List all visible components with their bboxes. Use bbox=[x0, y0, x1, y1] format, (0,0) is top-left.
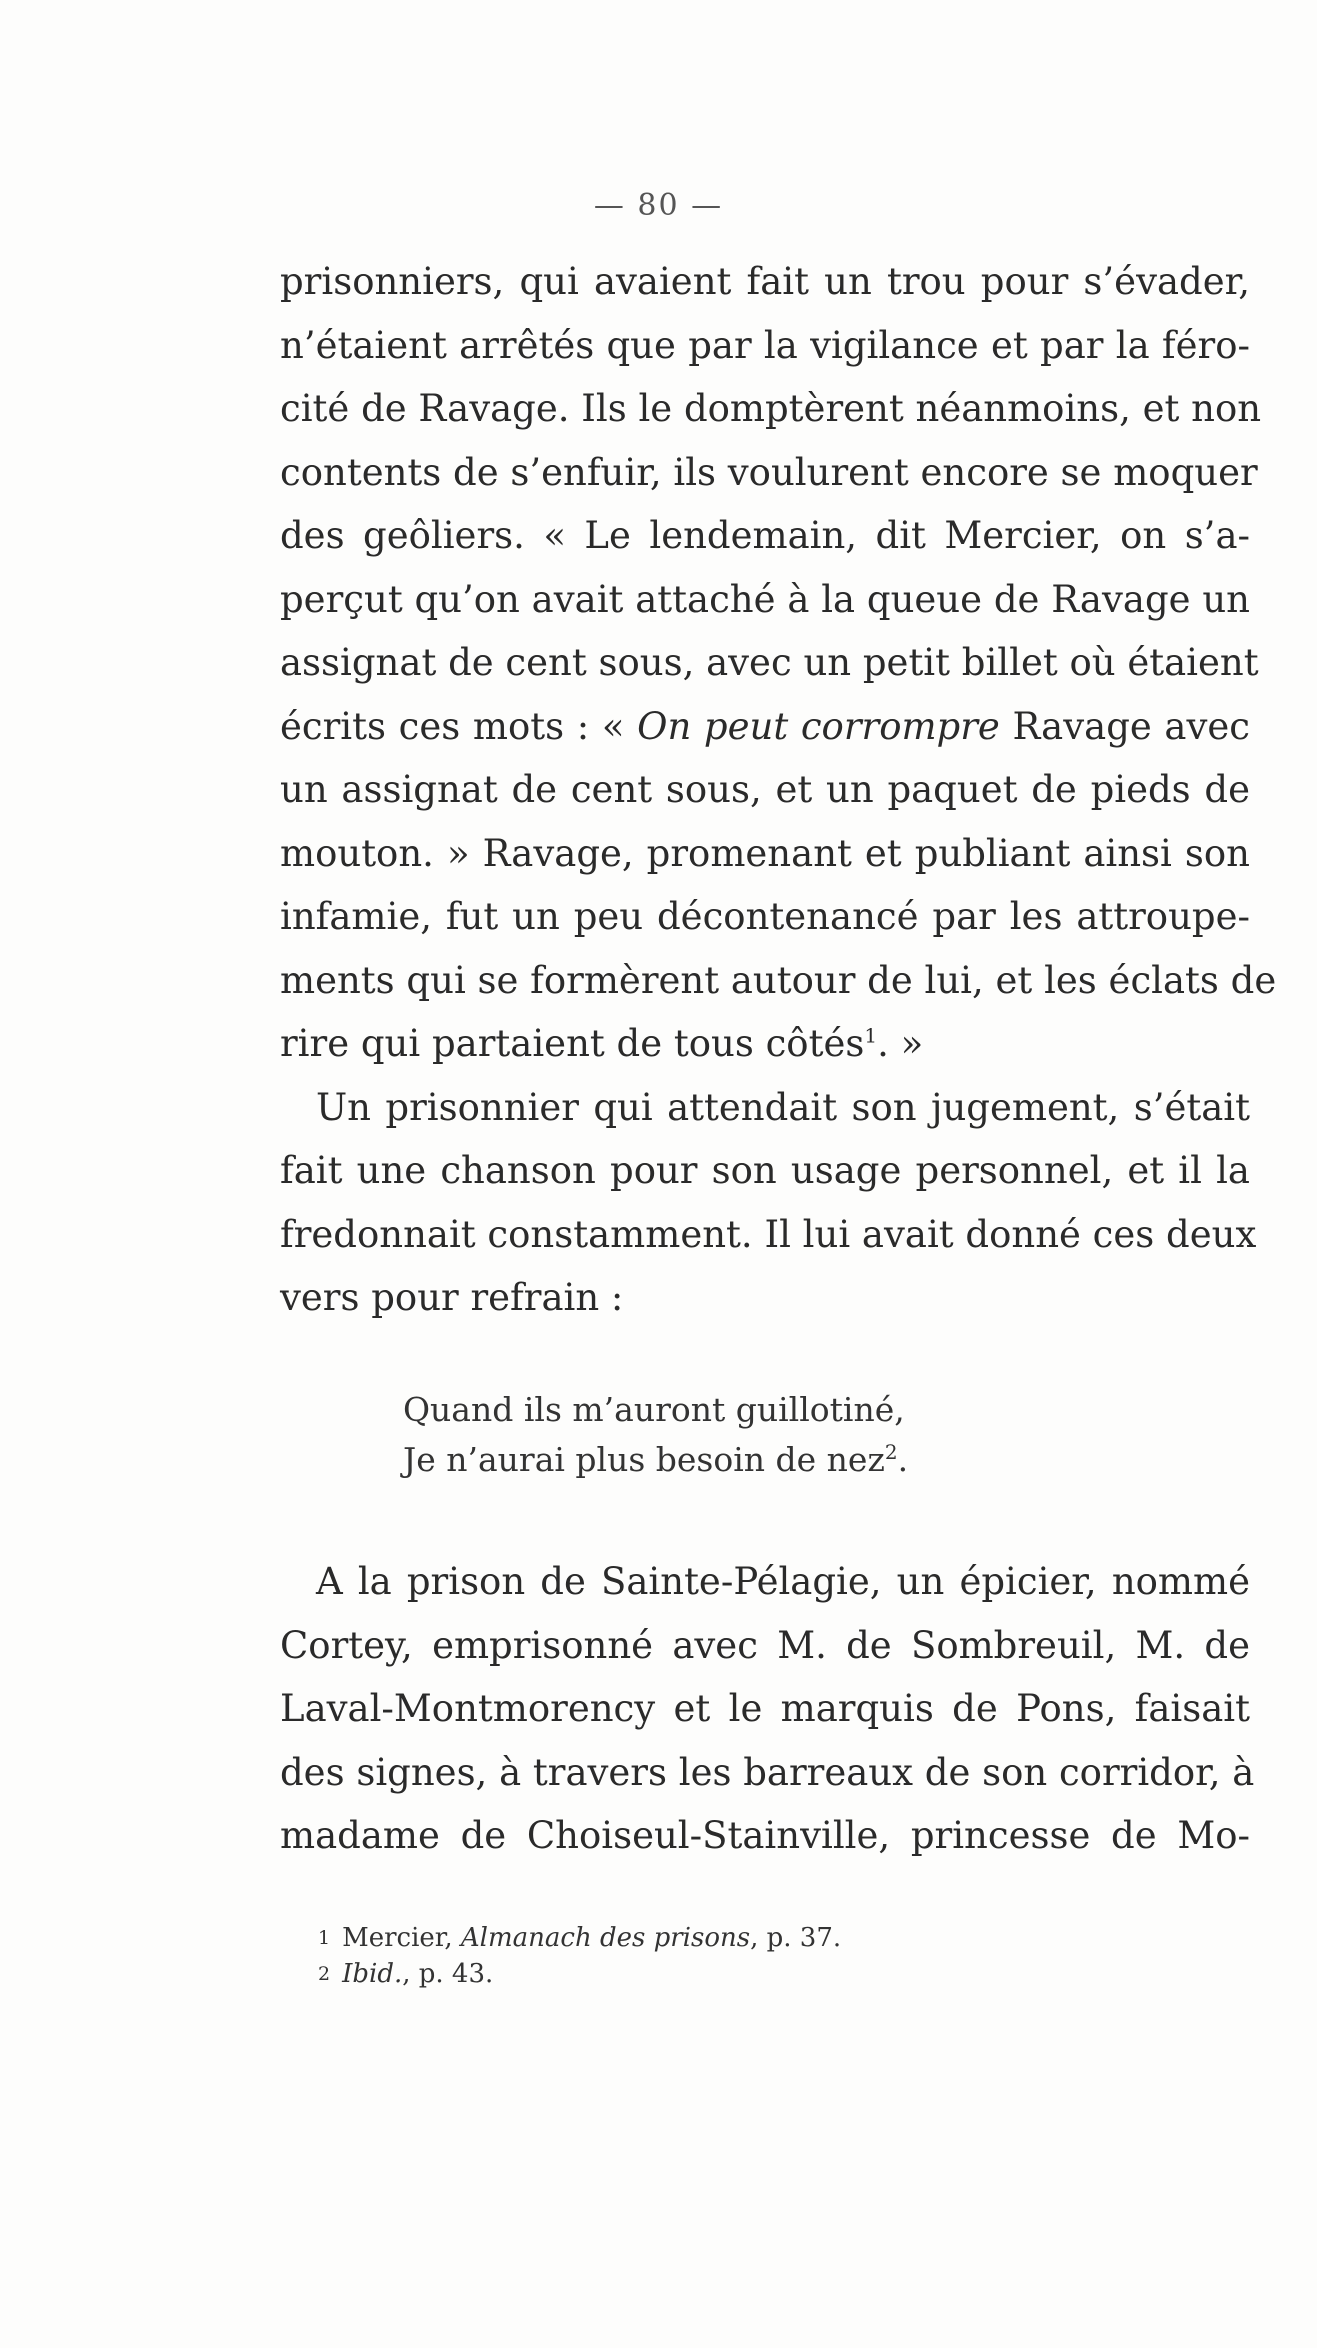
footnote-number: 2 bbox=[318, 1963, 331, 1985]
text-line: n’étaient arrêtés que par la vigilance et par la féro- bbox=[280, 323, 1250, 367]
text-line: mouton. » Ravage, promenant et publiant ainsi son bbox=[280, 831, 1250, 875]
footnote bbox=[318, 1920, 841, 1956]
text-line: un assignat de cent sous, et un paquet de pieds de bbox=[280, 768, 1250, 811]
text-line: Cortey, emprisonné avec M. de Sombreuil, M. de bbox=[280, 1623, 1250, 1667]
text-line: des geôliers. « Le lendemain, dit Mercier, on s’a- bbox=[280, 514, 1250, 557]
page-number: — 80 — bbox=[593, 188, 724, 223]
text-line: prisonniers, qui avaient fait un trou pour s’évader, bbox=[280, 260, 1250, 303]
verse-refrain bbox=[403, 1385, 908, 1485]
verse-line bbox=[403, 1435, 908, 1485]
text-line: perçut qu’on avait attaché à la queue de Ravage un bbox=[280, 577, 1250, 621]
text-segment: Ravage avec bbox=[999, 704, 1250, 748]
text-line: fait une chanson pour son usage personnel, et il la bbox=[280, 1149, 1250, 1192]
text-line: madame de Choiseul-Stainville, princesse de Mo- bbox=[280, 1814, 1250, 1857]
text-line: assignat de cent sous, avec un petit billet où étaient bbox=[280, 641, 1259, 684]
paragraph-prisoners bbox=[280, 250, 1277, 1330]
footnote-number: 1 bbox=[318, 1927, 331, 1949]
text-segment: Je n’aurai plus besoin de nez bbox=[403, 1440, 885, 1479]
text-segment: , p. 43. bbox=[402, 1959, 494, 1989]
text-line: A la prison de Sainte-Pélagie, un épicier, nommé bbox=[316, 1560, 1250, 1603]
text-line: ments qui se formèrent autour de lui, et les éclats de bbox=[280, 958, 1277, 1002]
text-segment: écrits ces mots : « bbox=[280, 704, 638, 748]
text-line: fredonnait constamment. Il lui avait donné ces deux bbox=[280, 1212, 1257, 1256]
text-line: infamie, fut un peu décontenancé par les attroupe- bbox=[280, 895, 1250, 938]
text-line bbox=[280, 1012, 1250, 1076]
footnote-ref: 2 bbox=[884, 1440, 898, 1464]
text-line: cité de Ravage. Ils le domptèrent néanmoins, et non bbox=[280, 387, 1262, 430]
text-line bbox=[280, 695, 1250, 759]
text-line: Laval-Montmorency et le marquis de Pons, faisait bbox=[280, 1687, 1250, 1730]
text-segment: , p. 37. bbox=[750, 1923, 842, 1953]
footnote bbox=[318, 1956, 841, 1992]
text-segment: Mercier, bbox=[342, 1923, 461, 1953]
text-segment: rire qui partaient de tous côtés bbox=[280, 1022, 865, 1065]
verse-line: Quand ils m’auront guillotiné, bbox=[403, 1390, 905, 1429]
italic-title: Almanach des prisons bbox=[460, 1923, 751, 1953]
text-line: Un prisonnier qui attendait son jugement, s’était bbox=[316, 1085, 1250, 1129]
footnotes bbox=[318, 1920, 841, 1992]
text-line: vers pour refrain : bbox=[280, 1276, 624, 1319]
text-line: contents de s’enfuir, ils voulurent encore se moquer bbox=[280, 450, 1258, 494]
italic-quote: On peut corrompre bbox=[637, 704, 1000, 748]
text-segment: . bbox=[897, 1440, 909, 1479]
text-line: des signes, à travers les barreaux de son corridor, à bbox=[280, 1750, 1255, 1794]
footnote-ref: 1 bbox=[864, 1023, 878, 1048]
paragraph-sainte-pelagie bbox=[280, 1550, 1255, 1868]
italic-title: Ibid. bbox=[342, 1959, 403, 1989]
text-segment: . » bbox=[877, 1022, 924, 1065]
